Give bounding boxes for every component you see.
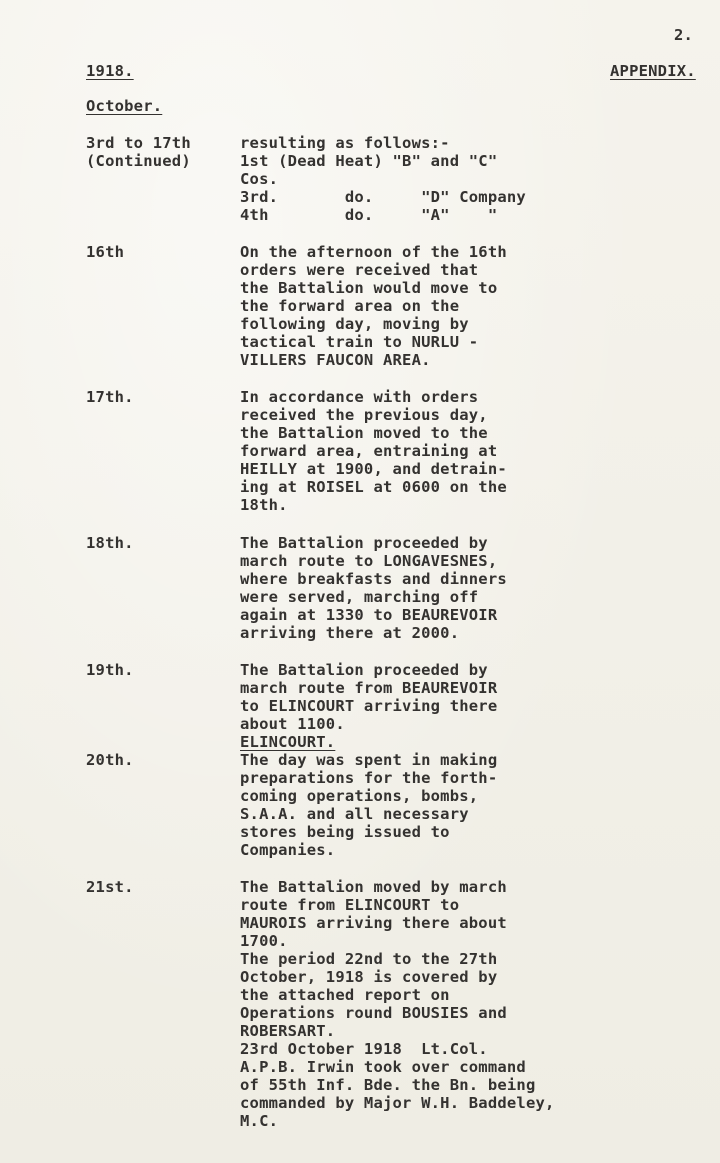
entry-line: coming operations, bombs, bbox=[240, 787, 479, 805]
entry-line: where breakfasts and dinners bbox=[240, 570, 507, 588]
page-number: 2. bbox=[674, 26, 694, 44]
entry-line: 18th. bbox=[240, 496, 288, 514]
entry-line: VILLERS FAUCON AREA. bbox=[240, 351, 431, 369]
entry-line: march route to LONGAVESNES, bbox=[240, 552, 498, 570]
entry-line: Companies. bbox=[240, 841, 336, 859]
entry-line: the attached report on bbox=[240, 986, 450, 1004]
entry-line: The period 22nd to the 27th bbox=[240, 950, 498, 968]
entry-line: the Battalion would move to bbox=[240, 279, 498, 297]
entry-line: the Battalion moved to the bbox=[240, 424, 488, 442]
entry-line: commanded by Major W.H. Baddeley, bbox=[240, 1094, 555, 1112]
entry-date: (Continued) bbox=[86, 152, 191, 170]
entry-line: received the previous day, bbox=[240, 406, 488, 424]
entry-date: 20th. bbox=[86, 751, 134, 769]
entry-line: resulting as follows:- bbox=[240, 134, 450, 152]
entry-line: about 1100. bbox=[240, 715, 345, 733]
entry-line: M.C. bbox=[240, 1112, 279, 1130]
entry-line: stores being issued to bbox=[240, 823, 450, 841]
entry-date: 18th. bbox=[86, 534, 134, 552]
entry-line: forward area, entraining at bbox=[240, 442, 498, 460]
entry-line: route from ELINCOURT to bbox=[240, 896, 460, 914]
entry-date: 19th. bbox=[86, 661, 134, 679]
entry-line: MAUROIS arriving there about bbox=[240, 914, 507, 932]
location-heading: ELINCOURT. bbox=[240, 733, 336, 751]
entry-line: the forward area on the bbox=[240, 297, 460, 315]
entry-line: 3rd. do. "D" Company bbox=[240, 188, 526, 206]
entry-line: 23rd October 1918 Lt.Col. bbox=[240, 1040, 488, 1058]
year-heading: 1918. bbox=[86, 62, 134, 80]
entry-line: following day, moving by bbox=[240, 315, 469, 333]
entry-line: A.P.B. Irwin took over command bbox=[240, 1058, 526, 1076]
month-heading: October. bbox=[86, 97, 163, 115]
appendix-heading: APPENDIX. bbox=[610, 62, 696, 80]
entry-line: In accordance with orders bbox=[240, 388, 479, 406]
entry-line: orders were received that bbox=[240, 261, 479, 279]
entry-line: S.A.A. and all necessary bbox=[240, 805, 469, 823]
entry-line: tactical train to NURLU - bbox=[240, 333, 479, 351]
entry-line: The Battalion proceeded by bbox=[240, 534, 488, 552]
entry-line: Operations round BOUSIES and bbox=[240, 1004, 507, 1022]
entry-line: The day was spent in making bbox=[240, 751, 498, 769]
entry-line: The Battalion proceeded by bbox=[240, 661, 488, 679]
entry-line: march route from BEAUREVOIR bbox=[240, 679, 498, 697]
entry-line: 1700. bbox=[240, 932, 288, 950]
entry-line: 1st (Dead Heat) "B" and "C" bbox=[240, 152, 498, 170]
entry-date: 21st. bbox=[86, 878, 134, 896]
entry-date: 17th. bbox=[86, 388, 134, 406]
entry-line: preparations for the forth- bbox=[240, 769, 498, 787]
entry-line: ROBERSART. bbox=[240, 1022, 336, 1040]
entry-line: were served, marching off bbox=[240, 588, 479, 606]
entry-line: HEILLY at 1900, and detrain- bbox=[240, 460, 507, 478]
entry-line: October, 1918 is covered by bbox=[240, 968, 498, 986]
entry-date: 3rd to 17th bbox=[86, 134, 191, 152]
entry-line: arriving there at 2000. bbox=[240, 624, 460, 642]
entry-line: 4th do. "A" " bbox=[240, 206, 498, 224]
entry-line: Cos. bbox=[240, 170, 279, 188]
entry-line: On the afternoon of the 16th bbox=[240, 243, 507, 261]
entry-line: ing at ROISEL at 0600 on the bbox=[240, 478, 507, 496]
entry-date: 16th bbox=[86, 243, 125, 261]
entry-line: again at 1330 to BEAUREVOIR bbox=[240, 606, 498, 624]
entry-line: to ELINCOURT arriving there bbox=[240, 697, 498, 715]
entry-line: of 55th Inf. Bde. the Bn. being bbox=[240, 1076, 536, 1094]
entry-line: The Battalion moved by march bbox=[240, 878, 507, 896]
